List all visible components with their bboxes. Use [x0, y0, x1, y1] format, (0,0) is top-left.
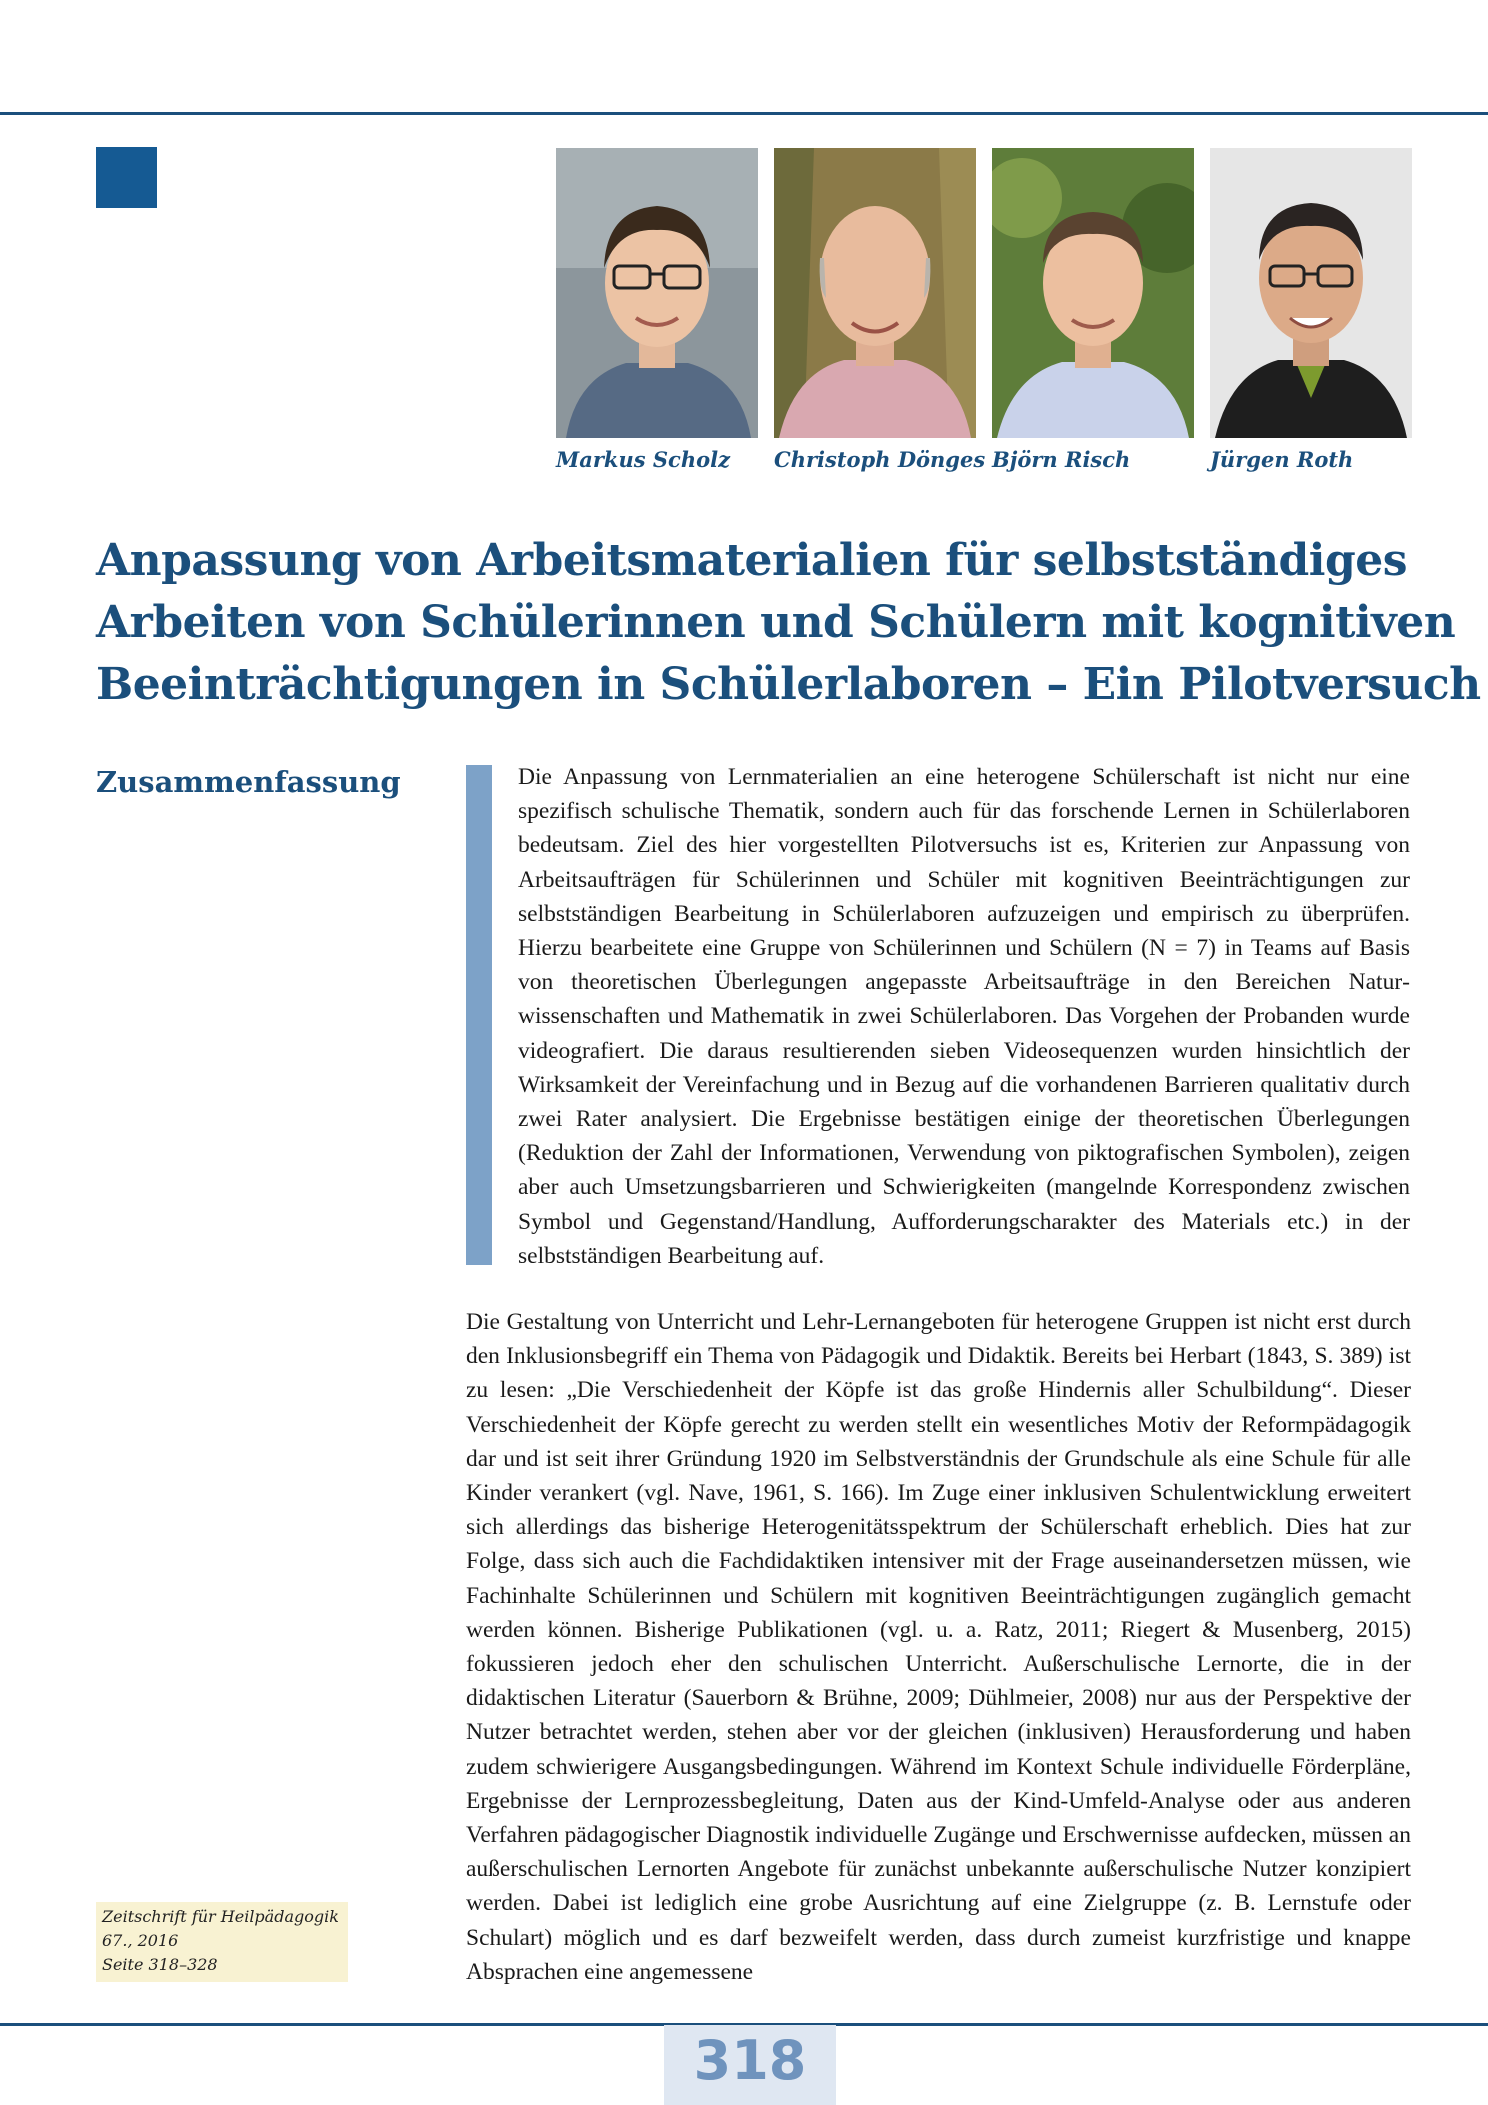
- body-paragraph: Die Gestaltung von Unterricht und Lehr-Lernangeboten für heterogene Gruppen ist nicht erst durch den Inklusionsbegriff ein Thema von Pädagogik und Didaktik. Bereits bei Herbart (1843, S. 389) ist zu lesen: „Die Verschiedenheit der Köpfe ist das große Hindernis aller Schulbildung“. Dieser Verschiedenheit der Köpfe gerecht zu werden stellt ein wesentliches Motiv der Reformpädagogik dar und ist seit ihrer Gründung 1920 im Selbstverständnis der Grundschule als eine Schule für alle Kinder verankert (vgl. Nave, 1961, S. 166). Im Zuge einer inklusiven Schulentwicklung erweitert sich allerdings das bisherige Heterogenitätsspektrum der Schülerschaft erheblich. Dies hat zur Folge, dass sich auch die Fachdidaktiken intensiver mit der Frage auseinandersetzen müssen, wie Fachinhalte Schülerinnen und Schülern mit kognitiven Beeinträchtigungen zugänglich gemacht werden können. Bisherige Publikationen (vgl. u. a. Ratz, 2011; Riegert & Musenberg, 2015) fokussieren jedoch eher den schulischen Unterricht. Außerschulische Lernorte, die in der didaktischen Literatur (Sauerborn & Brühne, 2009; Dühlmeier, 2008) nur aus der Perspektive der Nutzer betrachtet werden, stehen aber vor der gleichen (inklusiven) Herausforderung und haben zudem schwierigere Ausgangsbedingungen. Während im Kontext Schule individuelle Förderpläne, Ergebnisse der Lernprozessbegleitung, Daten aus der Kind-Umfeld-Analyse oder aus anderen Verfahren pädagogischer Diagnostik individuelle Zugänge und Erschwernisse aufdecken, müssen an außerschulischen Lernorten Angebote für zunächst unbekannte außerschulische Nutzer konzipiert werden. Dabei ist lediglich eine grobe Ausrichtung auf eine Zielgruppe (z. B. Lernstufe oder Schulart) möglich und es darf bezweifelt werden, dass durch zumeist kurzfristige und knappe Absprachen eine angemessene: [466, 1309, 1411, 1985]
- journal-volume: 67., 2016: [102, 1931, 179, 1950]
- journal-pages: Seite 318–328: [102, 1955, 218, 1974]
- author-name: Björn Risch: [992, 447, 1131, 472]
- journal-citation-box: [96, 1902, 348, 1982]
- title-line: Beeinträchtigungen in Schülerlaboren – Ein Pilotversuch: [96, 659, 1481, 710]
- abstract-text: Die Anpassung von Lernmaterialien an eine heterogene Schülerschaft ist nicht nur eine spezifisch schulische Thematik, sondern auch für das forschende Lernen in Schülerlaboren bedeutsam. Ziel des hier vorgestellten Pilotversuchs ist es, Kriterien zur Anpassung von Arbeitsaufträgen für Schülerinnen und Schüler mit kognitiven Beeinträchtigungen zur selbstständigen Bearbeitung in Schülerlaboren aufzuzeigen und empirisch zu überprüfen. Hierzu bearbeitete eine Gruppe von Schülerinnen und Schülern (N = 7) in Teams auf Basis von theoretischen Überlegungen angepasste Arbeitsaufträge in den Bereichen Naturwissenschaften und Mathematik in zwei Schülerlaboren. Das Vorgehen der Probanden wurde videografiert. Die daraus resultierenden sieben Videosequenzen wurden hinsichtlich der Wirksamkeit der Vereinfachung und in Bezug auf die vorhandenen Barrieren qualitativ durch zwei Rater analysiert. Die Ergebnisse bestätigen einige der theoretischen Überlegungen (Reduktion der Zahl der Informationen, Verwendung von piktografischen Symbolen), zeigen aber auch Umsetzungsbarrieren und Schwierigkeiten (mangelnde Korrespondenz zwischen Symbol und Gegenstand/Handlung, Aufforderungscharakter des Materials etc.) in der selbstständigen Bearbeitung auf.: [518, 764, 1410, 1269]
- author-name: Markus Scholz: [556, 447, 730, 472]
- page-number-box: [664, 2025, 836, 2105]
- author-photo-roth: [1210, 148, 1412, 438]
- author-photo-risch: [992, 148, 1194, 438]
- title-line: Arbeiten von Schülerinnen und Schülern mit kognitiven: [96, 597, 1456, 648]
- abstract-accent-bar: [466, 765, 492, 1265]
- author-photo-scholz: [556, 148, 758, 438]
- abstract-heading: Zusammenfassung: [96, 765, 401, 799]
- page-number: 318: [693, 2029, 807, 2092]
- journal-name: Zeitschrift für Heilpädagogik: [102, 1907, 339, 1926]
- article-title: [96, 530, 1481, 716]
- author-name: Jürgen Roth: [1210, 447, 1354, 472]
- portrait-image: [556, 148, 758, 438]
- portrait-image: [774, 148, 976, 438]
- portrait-image: [992, 148, 1194, 438]
- author-photo-doenges: [774, 148, 976, 438]
- portrait-image: [1210, 148, 1412, 438]
- title-line: Anpassung von Arbeitsmaterialien für selbstständiges: [96, 535, 1408, 586]
- section-marker-square: [96, 147, 157, 208]
- author-name: Christoph Dönges: [774, 447, 986, 472]
- top-rule: [0, 112, 1488, 115]
